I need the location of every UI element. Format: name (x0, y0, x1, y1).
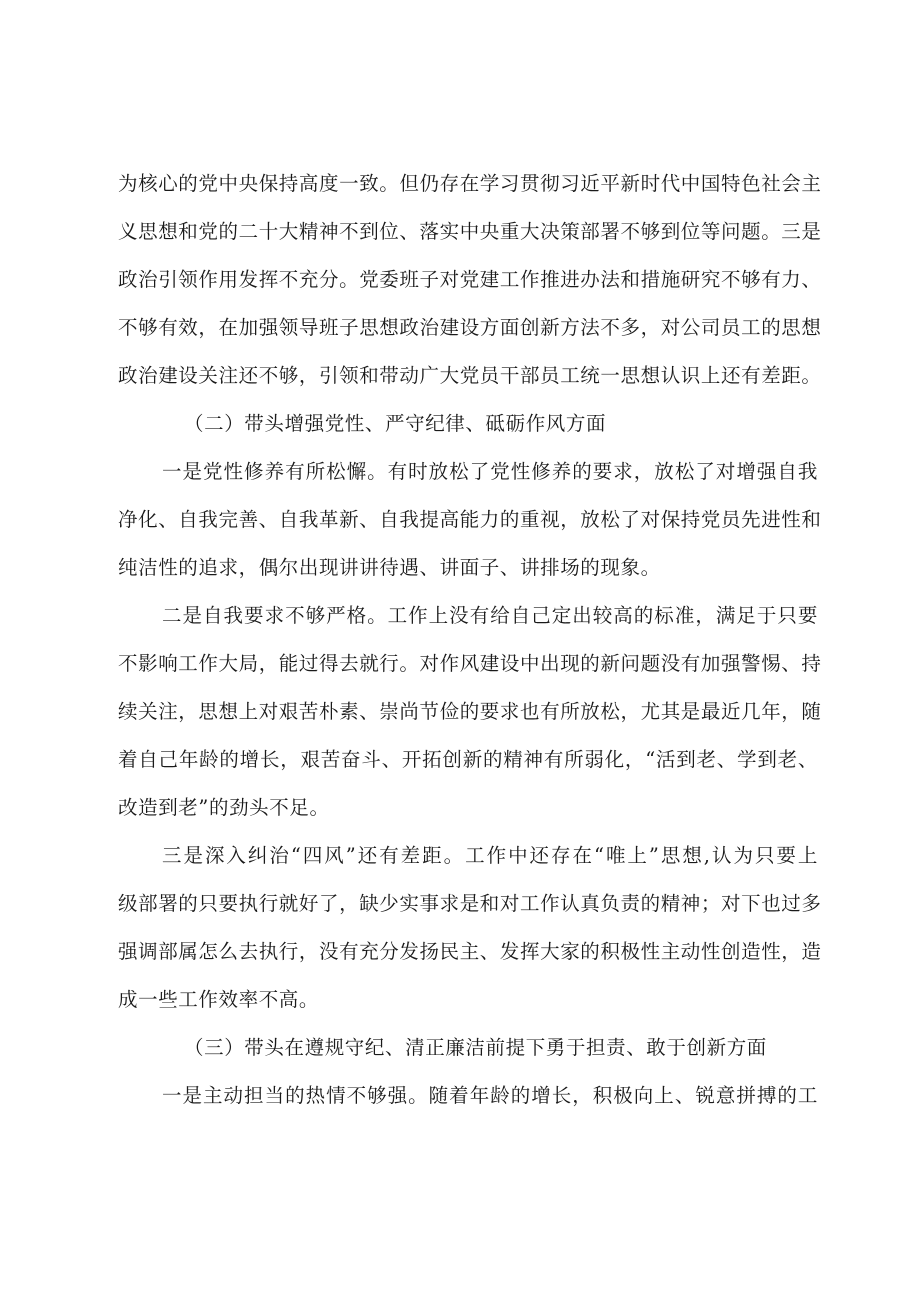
text-line: 一是党性修养有所松懈。有时放松了党性修养的要求，放松了对增强自我 (162, 460, 818, 483)
text-line: 不影响工作大局，能过得去就行。对作风建设中出现的新问题没有加强警惕、持 (118, 652, 822, 675)
document-body (118, 160, 822, 1120)
text-line: 级部署的只要执行就好了，缺少实事求是和对工作认真负责的精神；对下也过多 (118, 892, 822, 915)
text-line: 净化、自我完善、自我革新、自我提高能力的重视，放松了对保持党员先进性和 (118, 508, 822, 531)
text-line: 纯洁性的追求，偶尔出现讲讲待遇、讲面子、讲排场的现象。 (118, 556, 661, 579)
text-line: 续关注，思想上对艰苦朴素、崇尚节俭的要求也有所放松，尤其是最近几年，随 (118, 700, 822, 723)
text-line: 一是主动担当的热情不够强。随着年龄的增长，积极向上、锐意拼搏的工 (162, 1084, 818, 1107)
text-line: 政治引领作用发挥不充分。党委班子对党建工作推进办法和措施研究不够有力、 (118, 268, 822, 291)
text-line: 着自己年龄的增长，艰苦奋斗、开拓创新的精神有所弱化，“活到老、学到老、 (118, 748, 818, 771)
text-line: 为核心的党中央保持高度一致。但仍存在学习贯彻习近平新时代中国特色社会主 (118, 172, 822, 195)
text-line: （三）带头在遵规守纪、清正廉洁前提下勇于担责、敢于创新方面 (184, 1036, 767, 1059)
text-line: 三是深入纠治“四风”还有差距。工作中还存在“唯上”思想,认为只要上 (162, 844, 818, 867)
text-line: 政治建设关注还不够，引领和带动广大党员干部员工统一思想认识上还有差距。 (118, 364, 822, 387)
text-line: 义思想和党的二十大精神不到位、落实中央重大决策部署不够到位等问题。三是 (118, 220, 822, 243)
text-line: 改造到老”的劲头不足。 (118, 796, 330, 819)
text-line: 成一些工作效率不高。 (118, 988, 320, 1011)
text-line: （二）带头增强党性、严守纪律、砥砺作风方面 (184, 412, 607, 435)
text-line: 不够有效，在加强领导班子思想政治建设方面创新方法不多，对公司员工的思想 (118, 316, 822, 339)
text-line: 二是自我要求不够严格。工作上没有给自己定出较高的标准，满足于只要 (162, 604, 818, 627)
text-line: 强调部属怎么去执行，没有充分发扬民主、发挥大家的积极性主动性创造性，造 (118, 940, 822, 963)
